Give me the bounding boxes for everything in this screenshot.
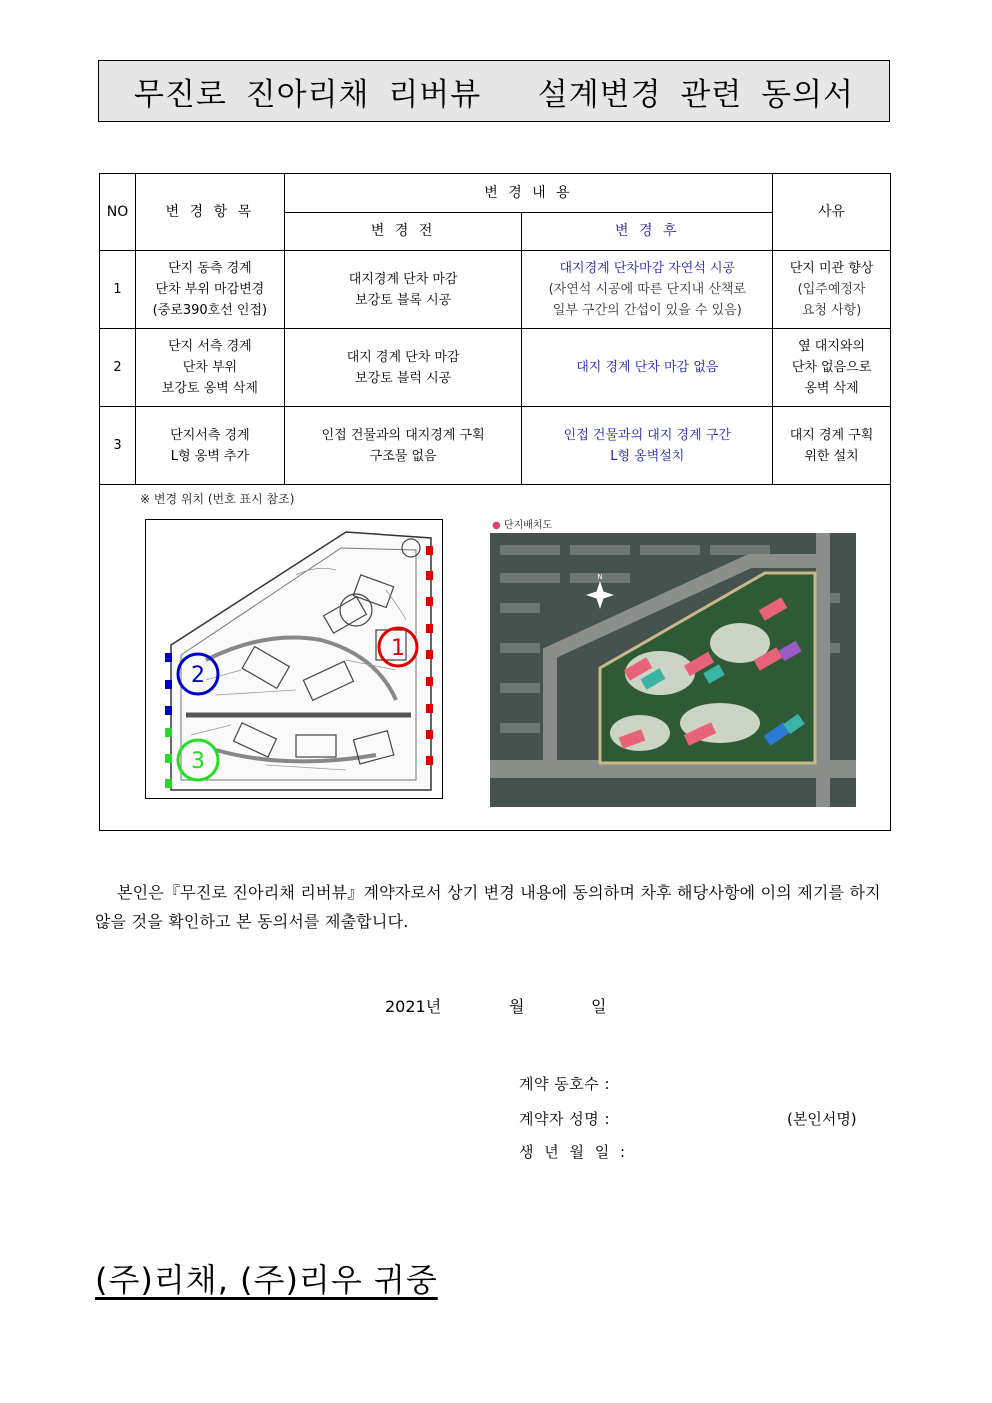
row-before-line: 구조물 없음 xyxy=(369,448,437,464)
row-item-line: 단지서측 경계 xyxy=(170,427,250,443)
consent-statement: 본인은『무진로 진아리채 리버뷰』계약자로서 상기 변경 내용에 동의하며 차후 해당사항에 이의 제기를 하지 않을 것을 확인하고 본 동의서를 제출합니다. xyxy=(95,883,881,931)
row-before-line: 대지경계 단차 마감 xyxy=(348,271,458,287)
row-reason xyxy=(773,407,891,485)
row-item-line: 단지 서측 경계 xyxy=(168,339,252,354)
contract-unit-label: 계약 동호수 : xyxy=(519,1075,611,1093)
document-title-text: 무진로 진아리채 리버뷰 설계변경 관련 동의서 xyxy=(134,76,854,113)
row-reason-line: 옆 대지와의 xyxy=(798,339,866,354)
row-before-line: 대지 경계 단차 마감 xyxy=(346,349,460,365)
row-reason-line: 단차 없음으로 xyxy=(791,360,872,375)
row-reason-line: 단지 미관 향상 xyxy=(789,261,874,276)
aerial-label-text: 단지배치도 xyxy=(503,520,553,531)
table-row xyxy=(100,329,891,407)
document-title xyxy=(98,60,890,122)
recipient: (주)리채, (주)리우 귀중 xyxy=(95,1261,438,1299)
contractor-name-label: 계약자 성명 : xyxy=(519,1110,611,1128)
svg-text:N: N xyxy=(597,573,603,581)
header-after: 변 경 후 xyxy=(522,213,773,251)
site-plan-drawing xyxy=(145,519,443,799)
row-reason xyxy=(773,251,891,329)
table-row xyxy=(100,251,891,329)
location-map-cell xyxy=(100,485,891,831)
row-reason-note: 요청 사항) xyxy=(801,303,862,318)
row-no: 1 xyxy=(100,251,136,329)
marker-2-label: 2 xyxy=(191,663,205,688)
aerial-svg xyxy=(490,533,856,807)
row-after-main: L형 옹벽설치 xyxy=(610,448,685,464)
row-after-main: 대지 경계 단차 마감 없음 xyxy=(576,360,719,375)
row-item-line: L형 옹벽 추가 xyxy=(170,448,250,464)
row-no: 3 xyxy=(100,407,136,485)
change-table xyxy=(99,173,891,831)
row-before xyxy=(284,251,522,329)
map-note: ※ 변경 위치 (번호 표시 참조) xyxy=(140,492,295,506)
row-after-main: 대지경계 단차마감 자연석 시공 xyxy=(559,261,736,276)
birth-date-label: 생 년 월 일 : xyxy=(519,1143,629,1161)
row-item xyxy=(135,251,284,329)
marker-3-label: 3 xyxy=(191,749,205,774)
row-after xyxy=(522,251,773,329)
date-day: 일 xyxy=(591,997,607,1016)
row-reason-line: 옹벽 삭제 xyxy=(804,381,859,396)
header-reason: 사유 xyxy=(773,174,891,251)
row-item-line: 단차 부위 xyxy=(182,360,238,375)
row-after xyxy=(522,329,773,407)
date-year: 2021년 xyxy=(385,997,442,1016)
row-after-main: 인접 건물과의 대지 경계 구간 xyxy=(563,427,731,443)
row-before xyxy=(284,329,522,407)
row-after-note: 일부 구간의 간섭이 있을 수 있음) xyxy=(552,303,742,318)
row-no: 2 xyxy=(100,329,136,407)
row-item xyxy=(135,329,284,407)
row-before xyxy=(284,407,522,485)
marker-1-label: 1 xyxy=(391,636,405,661)
bullet-icon: ● xyxy=(492,520,501,531)
row-after xyxy=(522,407,773,485)
row-item-line: 단지 동측 경계 xyxy=(168,261,252,276)
header-before: 변 경 전 xyxy=(284,213,522,251)
row-reason xyxy=(773,329,891,407)
row-item-line: 보강토 옹벽 삭제 xyxy=(161,381,258,396)
row-reason-line: 대지 경계 구획 xyxy=(789,427,874,443)
row-item-line: (중로390호선 인접) xyxy=(152,303,268,318)
row-before-line: 보강토 블록 시공 xyxy=(355,292,452,308)
date-month: 월 xyxy=(509,997,525,1016)
row-after-note: (자연석 시공에 따른 단지내 산책로 xyxy=(548,282,746,297)
row-before-line: 인접 건물과의 대지경계 구획 xyxy=(321,427,485,443)
row-reason-note: (입주예정자 xyxy=(797,282,866,297)
header-no: NO xyxy=(100,174,136,251)
table-row xyxy=(100,407,891,485)
row-item xyxy=(135,407,284,485)
row-reason-line: 위한 설치 xyxy=(804,448,859,464)
row-before-line: 보강토 블럭 시공 xyxy=(355,370,452,386)
aerial-site-image xyxy=(490,533,856,807)
header-content: 변 경 내 용 xyxy=(284,174,772,213)
site-plan-svg xyxy=(146,520,442,798)
header-item: 변 경 항 목 xyxy=(135,174,284,251)
self-signature-label: (본인서명) xyxy=(787,1110,857,1128)
row-item-line: 단차 부위 마감변경 xyxy=(155,282,265,297)
